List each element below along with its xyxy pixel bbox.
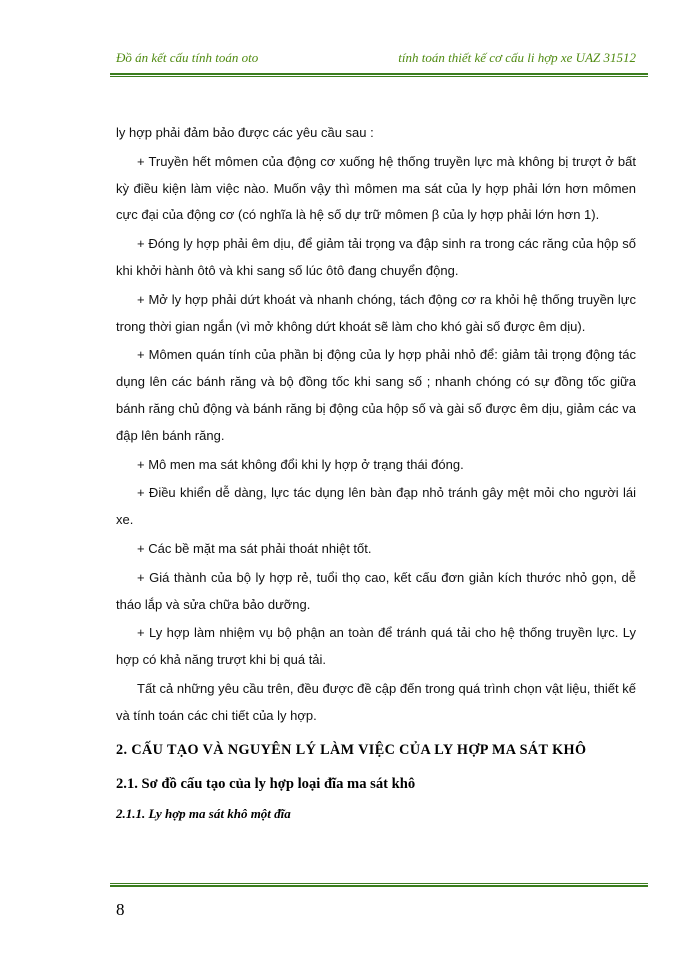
header-left-title: Đồ án kết cấu tính toán oto — [116, 50, 259, 65]
section-heading: 2. CẤU TẠO VÀ NGUYÊN LÝ LÀM VIỆC CỦA LY HỢP MA SÁT KHÔ — [116, 742, 587, 758]
paragraph-requirement: + Mở ly hợp phải dứt khoát và nhanh chóng, tách động cơ ra khỏi hệ thống truyền lực trong thời gian ngắn (vì mở không dứt khoát sẽ làm cho khó gài số được êm dịu). — [116, 291, 636, 334]
paragraph-intro: ly hợp phải đảm bảo được các yêu cầu sau : — [116, 125, 374, 140]
paragraph-requirement: + Mômen quán tính của phần bị động của ly hợp phải nhỏ để: giảm tải trọng động tác dụng lên các bánh răng và bộ đồng tốc khi sang số ; nhanh chóng có sự đồng tốc giữa bánh răng chủ động và bánh răng bị động của hộp số và gài số được êm dịu, giảm các va đập lên bánh răng. — [116, 347, 636, 443]
body-text — [116, 120, 636, 732]
paragraph-requirement: + Giá thành của bộ ly hợp rẻ, tuổi thọ cao, kết cấu đơn giản kích thước nhỏ gọn, dễ tháo lắp và sửa chữa bảo dưỡng. — [116, 569, 636, 612]
paragraph-requirement: + Các bề mặt ma sát phải thoát nhiệt tốt. — [137, 540, 372, 556]
paragraph-requirement: + Mô men ma sát không đổi khi ly hợp ở trạng thái đóng. — [137, 456, 464, 472]
header-rule — [110, 73, 648, 77]
header-right-title: tính toán thiết kế cơ cấu li hợp xe UAZ 31512 — [398, 50, 636, 65]
paragraph-requirement: + Ly hợp làm nhiệm vụ bộ phận an toàn để tránh quá tải cho hệ thống truyền lực. Ly hợp có khả năng trượt khi bị quá tải. — [116, 625, 636, 668]
paragraph-requirement: + Truyền hết mômen của động cơ xuống hệ thống truyền lực mà không bị trượt ở bất kỳ điều kiện làm việc nào. Muốn vậy thì mômen ma sát của ly hợp phải lớn hơn mômen cực đại của động cơ (có nghĩa là hệ số dự trữ mômen β của ly hợp phải lớn hơn 1). — [116, 153, 636, 223]
paragraph-summary: Tất cả những yêu cầu trên, đều được đề cập đến trong quá trình chọn vật liệu, thiết kế và tính toán các chi tiết của ly hợp. — [116, 680, 636, 723]
page-number: 8 — [116, 900, 125, 919]
paragraph-requirement: + Đóng ly hợp phải êm dịu, để giảm tải trọng va đập sinh ra trong các răng của hộp số khi khởi hành ôtô và khi sang số lúc ôtô đang chuyển động. — [116, 236, 636, 278]
subsection-heading: 2.1. Sơ đồ cấu tạo của ly hợp loại đĩa ma sát khô — [116, 776, 416, 792]
subsubsection-heading: 2.1.1. Ly hợp ma sát khô một đĩa — [116, 806, 291, 821]
page-header — [116, 50, 636, 74]
footer-rule — [110, 883, 648, 887]
paragraph-requirement: + Điều khiển dễ dàng, lực tác dụng lên bàn đạp nhỏ tránh gây mệt mỏi cho người lái xe. — [116, 485, 636, 528]
